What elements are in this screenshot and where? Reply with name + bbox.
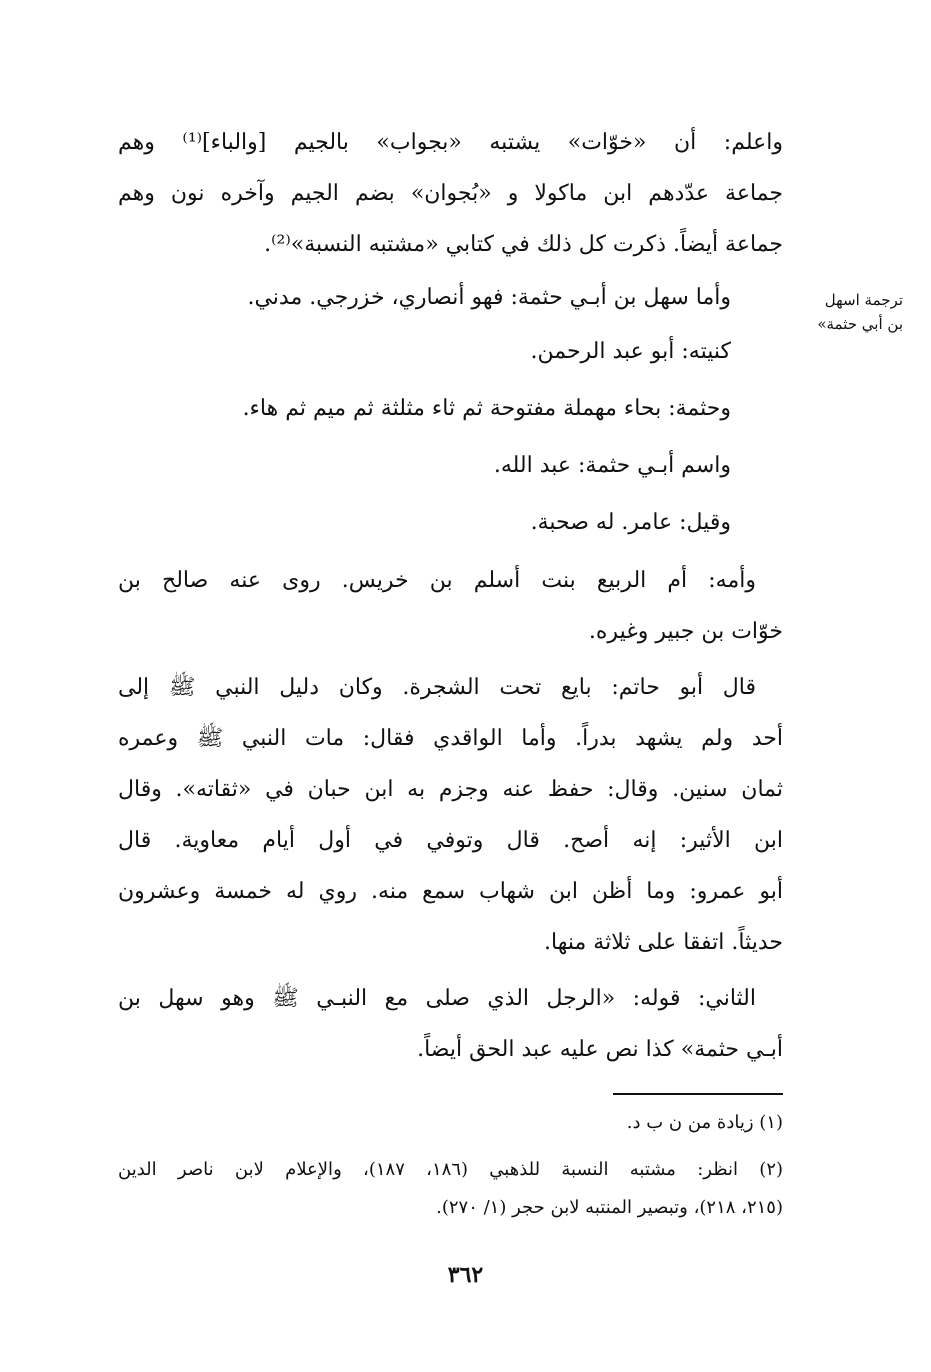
footnote-1: (١) زيادة من ن ب د. (626, 1112, 783, 1133)
text-line: جماعة عدّدهم ابن ماكولا و «بُجوان» بضم الجيم وآخره نون وهم (118, 181, 783, 206)
text-line: واسم أبـي حثمة: عبد الله. (493, 453, 731, 478)
text-line: وأما سهل بن أبـي حثمة: فهو أنصاري، خزرجي. مدني. (247, 285, 731, 310)
text-line: قال أبو حاتم: بايع تحت الشجرة. وكان دليل النبي ﷺ إلى (118, 675, 756, 700)
text-line: خوّات بن جبير وغيره. (588, 619, 783, 644)
text-line: وحثمة: بحاء مهملة مفتوحة ثم ثاء مثلثة ثم ميم ثم هاء. (242, 396, 731, 421)
text-line: وقيل: عامر. له صحبة. (530, 510, 731, 535)
text-line: جماعة أيضاً. ذكرت كل ذلك في كتابي «مشتبه النسبة»⁽²⁾. (264, 232, 783, 257)
text-line: حديثاً. اتفقا على ثلاثة منها. (544, 930, 783, 955)
text-line: أبـي حثمة» كذا نص عليه عبد الحق أيضاً. (417, 1037, 783, 1062)
text-line: أبو عمرو: وما أظن ابن شهاب سمع منه. روي له خمسة وعشرون (118, 879, 783, 904)
page-number: ٣٦٢ (447, 1262, 484, 1288)
text-line: ثمان سنين. وقال: حفظ عنه وجزم به ابن حبان في «ثقاته». وقال (118, 777, 783, 802)
text-line: أحد ولم يشهد بدراً. وأما الواقدي فقال: مات النبي ﷺ وعمره (118, 726, 783, 751)
text-line: ابن الأثير: إنه أصح. قال وتوفي في أول أيام معاوية. قال (118, 828, 783, 853)
margin-note-title: ترجمة اسهل (824, 291, 903, 309)
text-line: كنيته: أبو عبد الرحمن. (530, 339, 731, 364)
text-line: واعلم: أن «خوّات» يشتبه «بجواب» بالجيم [والباء]⁽¹⁾ وهم (118, 130, 783, 155)
footnote-divider (613, 1093, 783, 1095)
footnote-2-line-2: (٢١٥، ٢١٨)، وتبصير المنتبه لابن حجر (١/ ٢٧٠). (436, 1197, 783, 1218)
margin-note-subtitle: بن أبي حثمة» (817, 315, 903, 333)
footnote-2-line-1: (٢) انظر: مشتبه النسبة للذهبي (١٨٦، ١٨٧)، والإعلام لابن ناصر الدين (118, 1159, 784, 1180)
text-line: الثاني: قوله: «الرجل الذي صلى مع النبـي ﷺ وهو سهل بن (118, 986, 756, 1011)
text-line: وأمه: أم الربيع بنت أسلم بن خريس. روى عنه صالح بن (118, 568, 756, 593)
